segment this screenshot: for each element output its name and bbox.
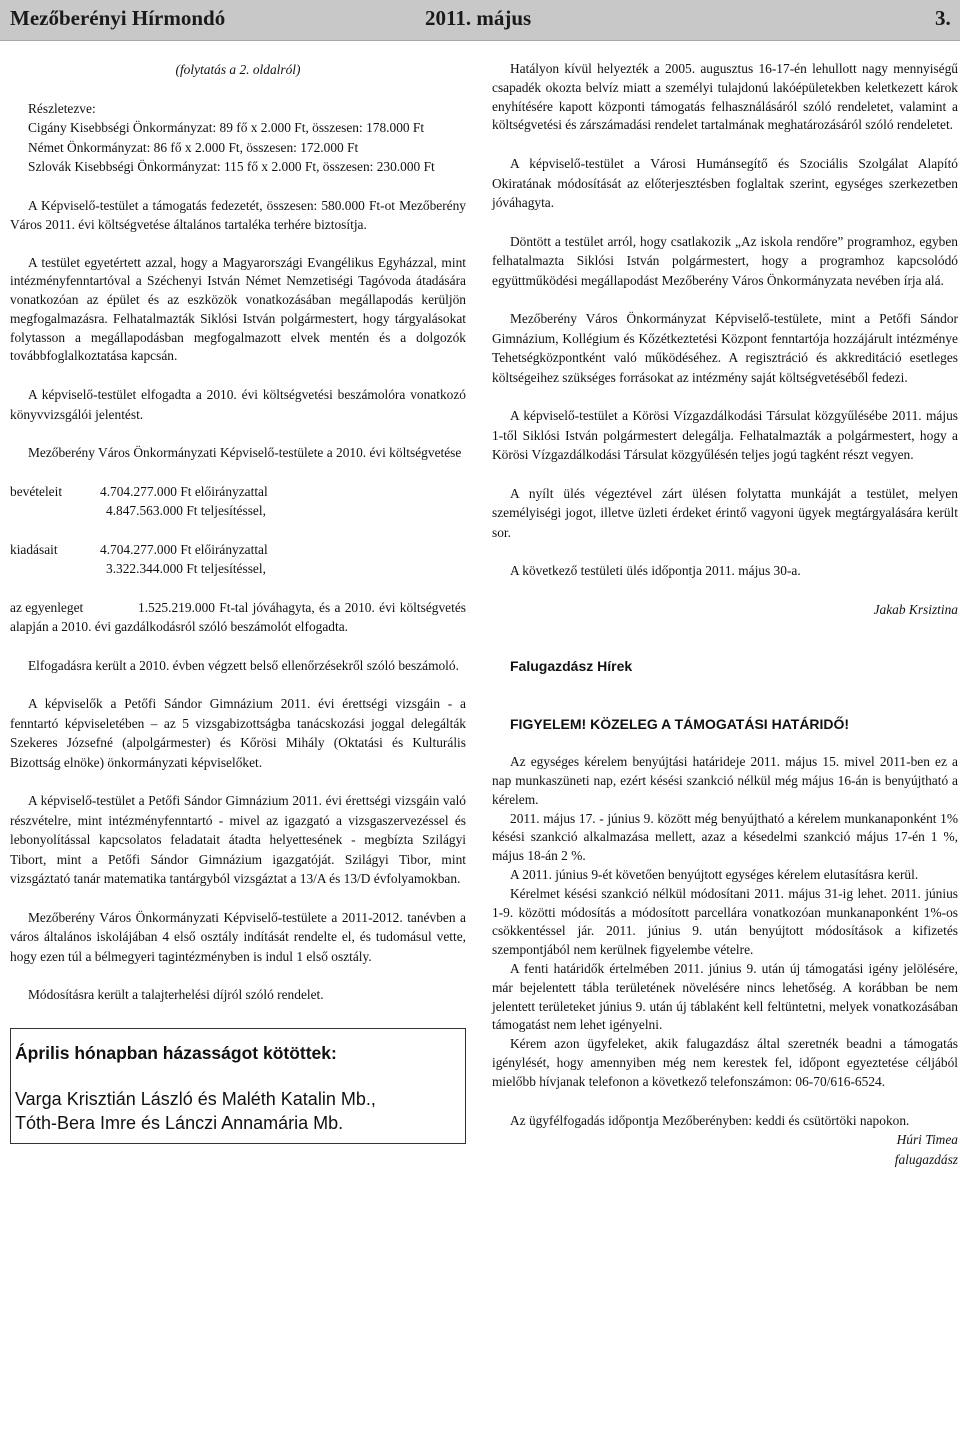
income-label: bevételeit (10, 483, 63, 499)
expense-planned: 4.704.277.000 Ft előirányzattal (100, 541, 268, 557)
signature-jakab: Jakab Krsiztina (873, 601, 958, 617)
news-section-title: Falugazdász Hírek (510, 658, 633, 675)
paragraph-next-session: A következő testületi ülés időpontja 2011. május 30-a. (510, 563, 801, 579)
paragraph-exam-reps: A képviselők a Petőfi Sándor Gimnázium 2011. évi érettségi vizsgáin - a fenntartó képviseletében – az 5 vizsgabizottságba tanácskozási joggal delegálták Szekeres Józsefné (alpolgármester) és Kőrösi Mihály (Oktatási és Kulturális Bizottság elnöke) önkormányzati képviselőket. (10, 696, 466, 770)
paragraph-inspection: Elfogadásra került a 2010. évben végzett belső ellenőrzésekről szóló beszámoló. (28, 657, 459, 673)
paragraph-school: Mezőberény Város Önkormányzati Képviselő-testülete a 2011-2012. tanévben a város általános iskolájában 4 első osztály indítását rendelte el, és tudomásul vette, hogy ezen túl a bélmegyeri tagintézményben is indul 1 első osztály. (10, 909, 466, 964)
paragraph-budget-intro: Mezőberény Város Önkormányzati Képviselő-testülete a 2010. évi költségvetése (28, 445, 462, 461)
paragraph-humane: A képviselő-testület a Városi Humánsegítő és Szociális Szolgálat Alapító Okiratának módosítását az előterjesztésben foglaltak szerint, egységes szerkezetben jóváhagyta. (492, 156, 958, 211)
paragraph-police: Döntött a testület arról, hogy csatlakozik „Az iskola rendőre” programhoz, egyben felhatalmazta Siklósi István polgármestert, hogy a programhoz kapcsolódó együttműködési megállapodást Mezőberény Város Önkormányzata nevében írja alá. (492, 233, 958, 288)
income-actual: 4.847.563.000 Ft teljesítéssel, (106, 503, 266, 519)
issue-date: 2011. május (425, 6, 532, 30)
right-column (492, 60, 958, 1169)
paragraph-repealed: Hatályon kívül helyezték a 2005. augusztus 16-17-én lehullott nagy mennyiségű csapadék okozta belvíz miatt a személyi tulajdonú lakóépületekben keletkezett károk enyhítésére kapott központi támogatás felhasználásáról szóló rendeletet, valamint a költségvetési és zárszámadási rendelet tartalmának meghatározásáról szóló rendeletet. (492, 61, 958, 133)
details-label: Részletezve: (28, 100, 96, 116)
news-paragraph-4: Kérelmet késési szankció nélkül módosítani 2011. május 31-ig lehet. 2011. június 1-9. közötti módosítás a módosított parcellára vonatkozóan munkanaponként 1%-os csökkentéssel jár. 2011. június 9. után benyújtott módosítások a kifizetés szempontjából nem kerülnek figyelembe vételre. (492, 885, 958, 958)
paragraph-talent: Mezőberény Város Önkormányzat Képviselő-testülete, mint a Petőfi Sándor Gimnázium, Kollégium és Kőzétkeztetési Központ fenntartója hozzájárult intézménye Tehetségközpontként való működéséhez. A regisztráció és akkreditáció esetleges költségeihez szükséges forrásokat az intézmény saját költségvetéséből fedezi. (492, 311, 958, 385)
balance-paragraph (10, 598, 466, 637)
news-paragraph-6: Kérem azon ügyfeleket, akik falugazdász által szeretnék beadni a támogatás igénylését, hogy amennyiben még nem kerestek fel, időpont egyeztetése céljából mielőbb hívjanak telefonon a következő telefonszámon: 06-70/616-6524. (492, 1036, 958, 1089)
paragraph-church: A testület egyetértett azzal, hogy a Magyarországi Evangélikus Egyházzal, mint intézményfenntartóval a Széchenyi István Német Nemzetiségi Tagóvoda átadására vonatkozóan az épület és az eszközök vonatkozásában megállapodás kerüljön megfogalmazásra. Felhatalmazták Siklósi István polgármestert, hogy tárgyalásokat folytasson a megállapodásban megfogalmazott elvek mentén és a dolgozók továbbfoglalkoztatása kapcsán. (10, 254, 466, 364)
news-paragraph-1: Az egységes kérelem benyújtási határideje 2011. május 15. mivel 2011-ben ez a nap munkaszüneti nap, ezért késési szankció nélkül még május 16-án is benyújtható a kérelem. (492, 754, 958, 807)
expense-actual: 3.322.344.000 Ft teljesítéssel, (106, 561, 266, 577)
marriages-box (10, 1028, 466, 1144)
news-paragraph-5: A fenti határidők értelmében 2011. június 9. után új támogatási igény jelölésére, már bejelentett tábla területének növelésére nincs lehetőség. A korábban be nem jelentett területeket június 9. után új táblaként kell feltüntetni, melyek vonatkozásában támogatást nem lehet igényelni. (492, 960, 958, 1033)
newspaper-title: Mezőberényi Hírmondó (10, 6, 226, 30)
income-planned: 4.704.277.000 Ft előirányzattal (100, 483, 268, 499)
news-paragraph-2: 2011. május 17. - június 9. között még benyújtható a kérelem munkanaponként 1% késési szankció alkalmazása mellett, azaz a késedelmi szankció május 17-én 1 %, május 18-án 2 %. (492, 810, 958, 864)
left-column (10, 60, 466, 1144)
marriages-title: Április hónapban házasságot kötöttek: (15, 1042, 337, 1063)
page-header (0, 0, 960, 41)
marriage-entry-1: Varga Krisztián László és Maléth Katalin Mb., (15, 1088, 376, 1109)
news-paragraph-3: A 2011. június 9-ét követően benyújtott egységes kérelem elutasításra kerül. (510, 866, 919, 882)
paragraph-soil: Módosításra került a talajterhelési díjról szóló rendelet. (28, 987, 324, 1003)
detail-roma: Cigány Kisebbségi Önkormányzat: 89 fő x 2.000 Ft, összesen: 178.000 Ft (28, 120, 425, 135)
balance-text: 1.525.219.000 Ft-tal jóváhagyta, és a 2010. évi költségvetés alapján a 2010. évi gazdálkodásról szóló beszámolót elfogadta. (10, 599, 466, 635)
balance-label: az egyenleget (10, 599, 84, 615)
expense-label: kiadásait (10, 541, 58, 557)
signature-huri-name: Húri Timea (896, 1132, 958, 1148)
paragraph-audit: A képviselő-testület elfogadta a 2010. évi költségvetési beszámolóra vonatkozó könyvvizsgálói jelentést. (10, 387, 466, 422)
continued-note: (folytatás a 2. oldalról) (175, 62, 301, 77)
expense-row (10, 540, 466, 579)
detail-slovak: Szlovák Kisebbségi Önkormányzat: 115 fő x 2.000 Ft, összesen: 230.000 Ft (28, 159, 435, 174)
marriage-entry-2: Tóth-Bera Imre és Lánczi Annamária Mb. (15, 1112, 344, 1133)
paragraph-water: A képviselő-testület a Körösi Vízgazdálkodási Társulat közgyűlésébe 2011. május 1-től Siklósi István polgármestert delegálja. Felhatalmazták a polgármestert, hogy a Körösi Vízgazdálkodási Társulat közgyűlésén teljes jogú tagként részt vegyen. (492, 408, 958, 463)
paragraph-exam-board: A képviselő-testület a Petőfi Sándor Gimnázium 2011. évi érettségi vizsgáin való részvételre, mint intézményfenntartó - mivel az igazgató a vizsgaszervezéssel és lebonyolítással kapcsolatos feladatait átadta helyettesének - megbízta Szilágyi Tibort, mint a Petőfi Sándor Gimnázium igazgatóját. Szilágyi Tibor, mint vizsgáztató tanár matematika tantárgyból vizsgáztat a 13/A és 13/D évfolyamokban. (10, 793, 466, 887)
income-row (10, 482, 466, 521)
page-number: 3. (935, 6, 951, 30)
news-headline: FIGYELEM! KÖZELEG A TÁMOGATÁSI HATÁRIDŐ! (510, 715, 850, 732)
detail-german: Német Önkormányzat: 86 fő x 2.000 Ft, összesen: 172.000 Ft (28, 139, 359, 155)
paragraph-support: A Képviselő-testület a támogatás fedezetét, összesen: 580.000 Ft-ot Mezőberény Város 2011. évi költségvetése általános tartaléka terhére biztosítja. (10, 197, 466, 232)
news-office-hours: Az ügyfélfogadás időpontja Mezőberényben: keddi és csütörtöki napokon. (510, 1112, 910, 1128)
signature-huri-role: falugazdász (894, 1151, 958, 1167)
paragraph-closed-session: A nyílt ülés végeztével zárt ülésen folytatta munkáját a testület, melyen személyiségi jogot, illetve üzleti érdeket érintő vagyoni ügyek megtárgyalására került sor. (492, 485, 958, 540)
